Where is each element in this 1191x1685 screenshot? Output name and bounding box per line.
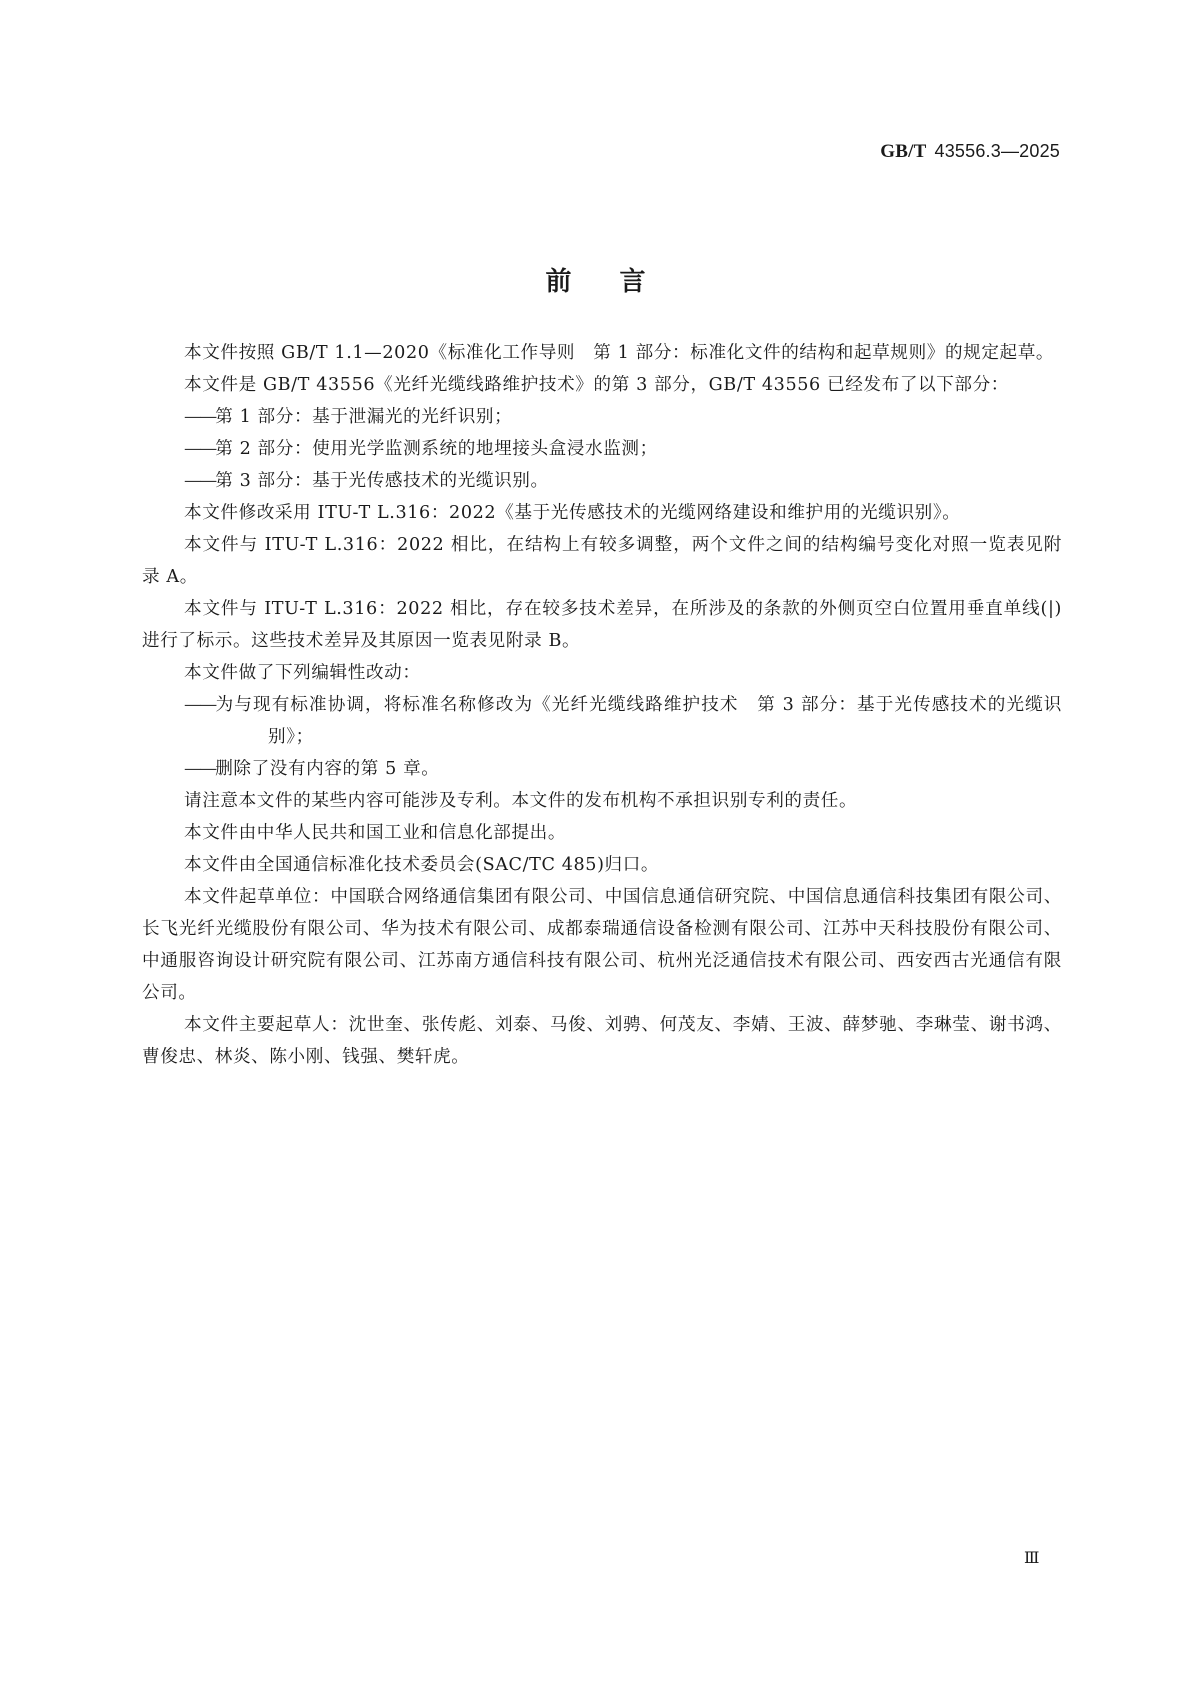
paragraph: 本文件做了下列编辑性改动：	[184, 663, 421, 683]
paragraph: 本文件与 ITU-T L.316：2022 相比，在结构上有较多调整，两个文件之间的结构编号变化对照一览表见附录 A。	[142, 535, 1062, 587]
list-item	[142, 401, 1062, 433]
paragraph: 本文件是 GB/T 43556《光纤光缆线路维护技术》的第 3 部分，GB/T 43556 已经发布了以下部分：	[184, 375, 1009, 395]
list-item	[142, 753, 1062, 785]
standard-code-prefix: GB/T	[880, 141, 927, 162]
paragraph: 本文件由中华人民共和国工业和信息化部提出。	[184, 823, 567, 843]
dash-marker: ——	[184, 439, 216, 459]
dash-marker: ——	[184, 407, 216, 427]
dash-marker: ——	[184, 695, 216, 715]
list-item-text: 为与现有标准协调，将标准名称修改为《光纤光缆线路维护技术 第 3 部分：基于光传感技术的光缆识别》；	[215, 695, 1062, 747]
paragraph: 本文件主要起草人：沈世奎、张传彪、刘泰、马俊、刘骋、何茂友、李婧、王波、薛梦驰、李琳莹、谢书鸿、曹俊忠、林炎、陈小刚、钱强、樊轩虎。	[142, 1015, 1062, 1067]
paragraph: 本文件修改采用 ITU-T L.316：2022《基于光传感技术的光缆网络建设和维护用的光缆识别》。	[184, 503, 961, 523]
paragraph: 本文件由全国通信标准化技术委员会(SAC/TC 485)归口。	[184, 855, 660, 875]
paragraph: 本文件按照 GB/T 1.1—2020《标准化工作导则 第 1 部分：标准化文件的结构和起草规则》的规定起草。	[184, 343, 1055, 363]
paragraph: 本文件与 ITU-T L.316：2022 相比，存在较多技术差异，在所涉及的条款的外侧页空白位置用垂直单线(|)进行了标示。这些技术差异及其原因一览表见附录 B。	[142, 599, 1062, 651]
page-number: Ⅲ	[1024, 1548, 1040, 1567]
list-item-text: 第 3 部分：基于光传感技术的光缆识别。	[215, 471, 549, 491]
list-item-text: 删除了没有内容的第 5 章。	[215, 759, 440, 779]
list-item	[142, 433, 1062, 465]
dash-marker: ——	[184, 471, 216, 491]
standard-code-header	[880, 141, 1060, 163]
list-item	[142, 689, 1062, 753]
standard-code-number: 43556.3—2025	[934, 141, 1060, 161]
foreword-body	[142, 337, 1062, 1073]
paragraph: 请注意本文件的某些内容可能涉及专利。本文件的发布机构不承担识别专利的责任。	[184, 791, 858, 811]
list-item	[142, 465, 1062, 497]
list-item-text: 第 2 部分：使用光学监测系统的地埋接头盒浸水监测；	[215, 439, 658, 459]
list-item-text: 第 1 部分：基于泄漏光的光纤识别；	[215, 407, 513, 427]
page-title: 前言	[545, 267, 694, 298]
paragraph: 本文件起草单位：中国联合网络通信集团有限公司、中国信息通信研究院、中国信息通信科技集团有限公司、长飞光纤光缆股份有限公司、华为技术有限公司、成都泰瑞通信设备检测有限公司、江苏中天科技股份有限公司、中通服咨询设计研究院有限公司、江苏南方通信科技有限公司、杭州光泛通信技术有限公司、西安西古光通信有限公司。	[142, 887, 1062, 1003]
dash-marker: ——	[184, 759, 216, 779]
